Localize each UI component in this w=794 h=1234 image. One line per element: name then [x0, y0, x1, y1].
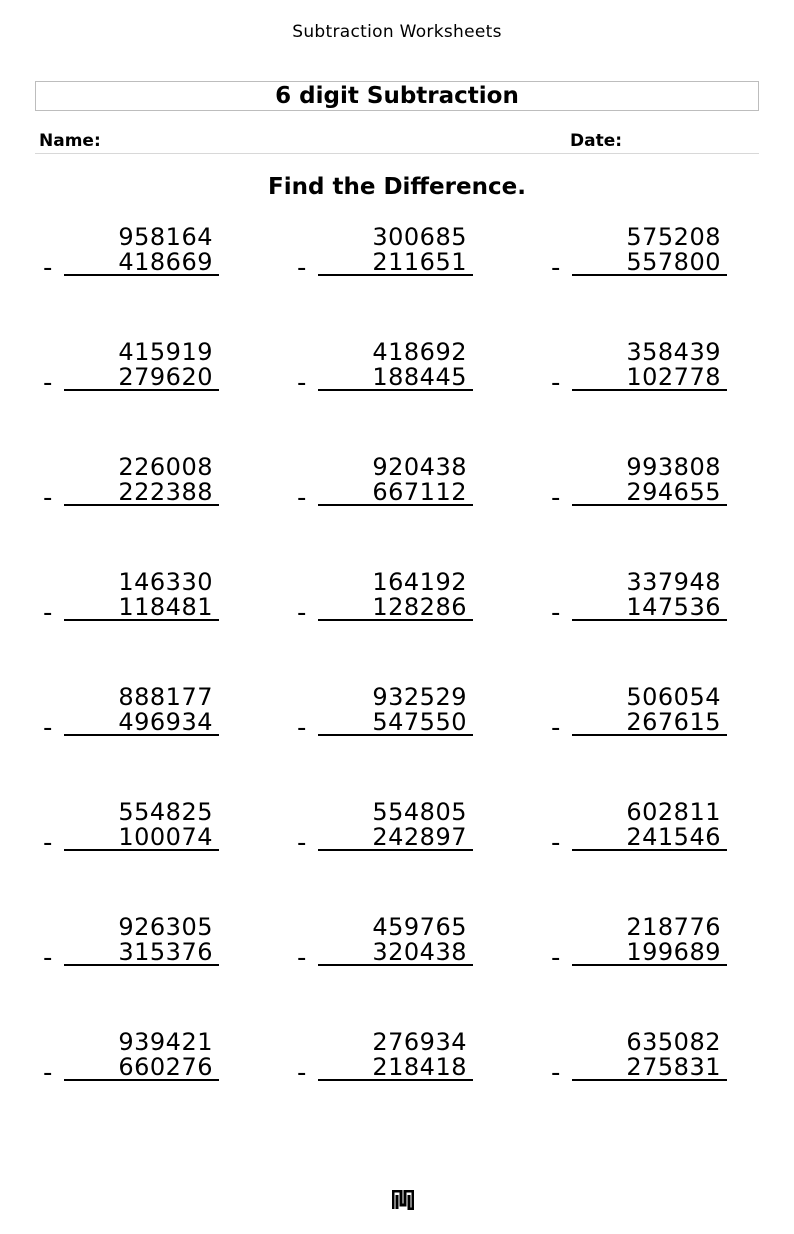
subtrahend-number: 102778: [626, 363, 721, 391]
minus-sign: -: [43, 943, 53, 973]
subtraction-problem: [551, 1028, 731, 1088]
subtrahend-number: 547550: [372, 708, 467, 736]
minus-sign: -: [551, 943, 561, 973]
minus-sign: -: [297, 943, 307, 973]
minus-sign: -: [551, 1058, 561, 1088]
subtraction-problem: [43, 223, 223, 283]
answer-line[interactable]: [64, 734, 219, 736]
subtrahend-number: 199689: [626, 938, 721, 966]
answer-line[interactable]: [64, 274, 219, 276]
minuend-number: 459765: [372, 913, 467, 941]
subtrahend-number: 147536: [626, 593, 721, 621]
subtraction-problem: [297, 338, 477, 398]
subtraction-problem: [297, 798, 477, 858]
subtrahend-number: 222388: [118, 478, 213, 506]
subtrahend-number: 118481: [118, 593, 213, 621]
subtrahend-number: 496934: [118, 708, 213, 736]
minus-sign: -: [297, 483, 307, 513]
subtraction-problem: [297, 913, 477, 973]
minuend-number: 888177: [118, 683, 213, 711]
subtraction-problem: [43, 683, 223, 743]
minus-sign: -: [43, 598, 53, 628]
minuend-number: 932529: [372, 683, 467, 711]
answer-line[interactable]: [318, 274, 473, 276]
minuend-number: 226008: [118, 453, 213, 481]
subtrahend-number: 667112: [372, 478, 467, 506]
subtrahend-number: 418669: [118, 248, 213, 276]
minuend-number: 635082: [626, 1028, 721, 1056]
minuend-number: 337948: [626, 568, 721, 596]
subtrahend-number: 315376: [118, 938, 213, 966]
answer-line[interactable]: [318, 734, 473, 736]
worksheet-title: 6 digit Subtraction: [35, 81, 759, 111]
minuend-number: 926305: [118, 913, 213, 941]
subtraction-problem: [43, 453, 223, 513]
subtraction-problem: [551, 798, 731, 858]
minus-sign: -: [297, 713, 307, 743]
answer-line[interactable]: [572, 1079, 727, 1081]
subtraction-problem: [43, 913, 223, 973]
answer-line[interactable]: [64, 389, 219, 391]
date-label: Date:: [570, 131, 623, 151]
answer-line[interactable]: [572, 849, 727, 851]
subtraction-problem: [297, 568, 477, 628]
subtrahend-number: 188445: [372, 363, 467, 391]
header-caption: Subtraction Worksheets: [292, 22, 502, 42]
subtrahend-number: 660276: [118, 1053, 213, 1081]
minus-sign: -: [297, 598, 307, 628]
answer-line[interactable]: [64, 1079, 219, 1081]
minus-sign: -: [551, 828, 561, 858]
subtraction-problem: [551, 223, 731, 283]
minus-sign: -: [297, 253, 307, 283]
minus-sign: -: [43, 1058, 53, 1088]
answer-line[interactable]: [64, 619, 219, 621]
minuend-number: 300685: [372, 223, 467, 251]
answer-line[interactable]: [572, 504, 727, 506]
header-divider: [35, 153, 759, 154]
subtrahend-number: 211651: [372, 248, 467, 276]
minus-sign: -: [551, 483, 561, 513]
subtraction-problem: [297, 683, 477, 743]
minus-sign: -: [43, 828, 53, 858]
minuend-number: 993808: [626, 453, 721, 481]
answer-line[interactable]: [572, 964, 727, 966]
subtrahend-number: 320438: [372, 938, 467, 966]
answer-line[interactable]: [64, 964, 219, 966]
minus-sign: -: [43, 483, 53, 513]
name-label: Name:: [39, 131, 101, 151]
minus-sign: -: [551, 598, 561, 628]
answer-line[interactable]: [64, 504, 219, 506]
minuend-number: 920438: [372, 453, 467, 481]
answer-line[interactable]: [572, 734, 727, 736]
subtraction-problem: [297, 453, 477, 513]
subtrahend-number: 218418: [372, 1053, 467, 1081]
answer-line[interactable]: [318, 1079, 473, 1081]
answer-line[interactable]: [318, 619, 473, 621]
minus-sign: -: [43, 713, 53, 743]
problem-grid: [0, 223, 794, 1123]
minus-sign: -: [297, 828, 307, 858]
subtrahend-number: 267615: [626, 708, 721, 736]
subtraction-problem: [43, 1028, 223, 1088]
answer-line[interactable]: [572, 619, 727, 621]
minus-sign: -: [551, 253, 561, 283]
subtraction-problem: [43, 338, 223, 398]
minuend-number: 554805: [372, 798, 467, 826]
minuend-number: 554825: [118, 798, 213, 826]
answer-line[interactable]: [318, 849, 473, 851]
minus-sign: -: [551, 713, 561, 743]
subtraction-problem: [551, 568, 731, 628]
instruction-heading: Find the Difference.: [268, 174, 526, 200]
answer-line[interactable]: [318, 504, 473, 506]
minus-sign: -: [43, 368, 53, 398]
minus-sign: -: [43, 253, 53, 283]
subtrahend-number: 275831: [626, 1053, 721, 1081]
minus-sign: -: [297, 368, 307, 398]
answer-line[interactable]: [318, 964, 473, 966]
subtraction-problem: [297, 223, 477, 283]
minuend-number: 958164: [118, 223, 213, 251]
subtrahend-number: 557800: [626, 248, 721, 276]
minuend-number: 146330: [118, 568, 213, 596]
subtraction-problem: [551, 338, 731, 398]
subtraction-problem: [551, 913, 731, 973]
minuend-number: 164192: [372, 568, 467, 596]
subtrahend-number: 242897: [372, 823, 467, 851]
answer-line[interactable]: [572, 389, 727, 391]
minuend-number: 602811: [626, 798, 721, 826]
subtraction-problem: [297, 1028, 477, 1088]
subtrahend-number: 128286: [372, 593, 467, 621]
minuend-number: 358439: [626, 338, 721, 366]
minuend-number: 276934: [372, 1028, 467, 1056]
subtraction-problem: [43, 798, 223, 858]
minus-sign: -: [297, 1058, 307, 1088]
subtrahend-number: 241546: [626, 823, 721, 851]
answer-line[interactable]: [318, 389, 473, 391]
answer-line[interactable]: [572, 274, 727, 276]
answer-line[interactable]: [64, 849, 219, 851]
subtraction-problem: [551, 683, 731, 743]
minuend-number: 575208: [626, 223, 721, 251]
subtrahend-number: 294655: [626, 478, 721, 506]
subtrahend-number: 100074: [118, 823, 213, 851]
minuend-number: 939421: [118, 1028, 213, 1056]
subtraction-problem: [43, 568, 223, 628]
minuend-number: 415919: [118, 338, 213, 366]
subtraction-problem: [551, 453, 731, 513]
publisher-logo-icon: [392, 1190, 414, 1210]
minuend-number: 418692: [372, 338, 467, 366]
minuend-number: 218776: [626, 913, 721, 941]
minus-sign: -: [551, 368, 561, 398]
subtrahend-number: 279620: [118, 363, 213, 391]
minuend-number: 506054: [626, 683, 721, 711]
